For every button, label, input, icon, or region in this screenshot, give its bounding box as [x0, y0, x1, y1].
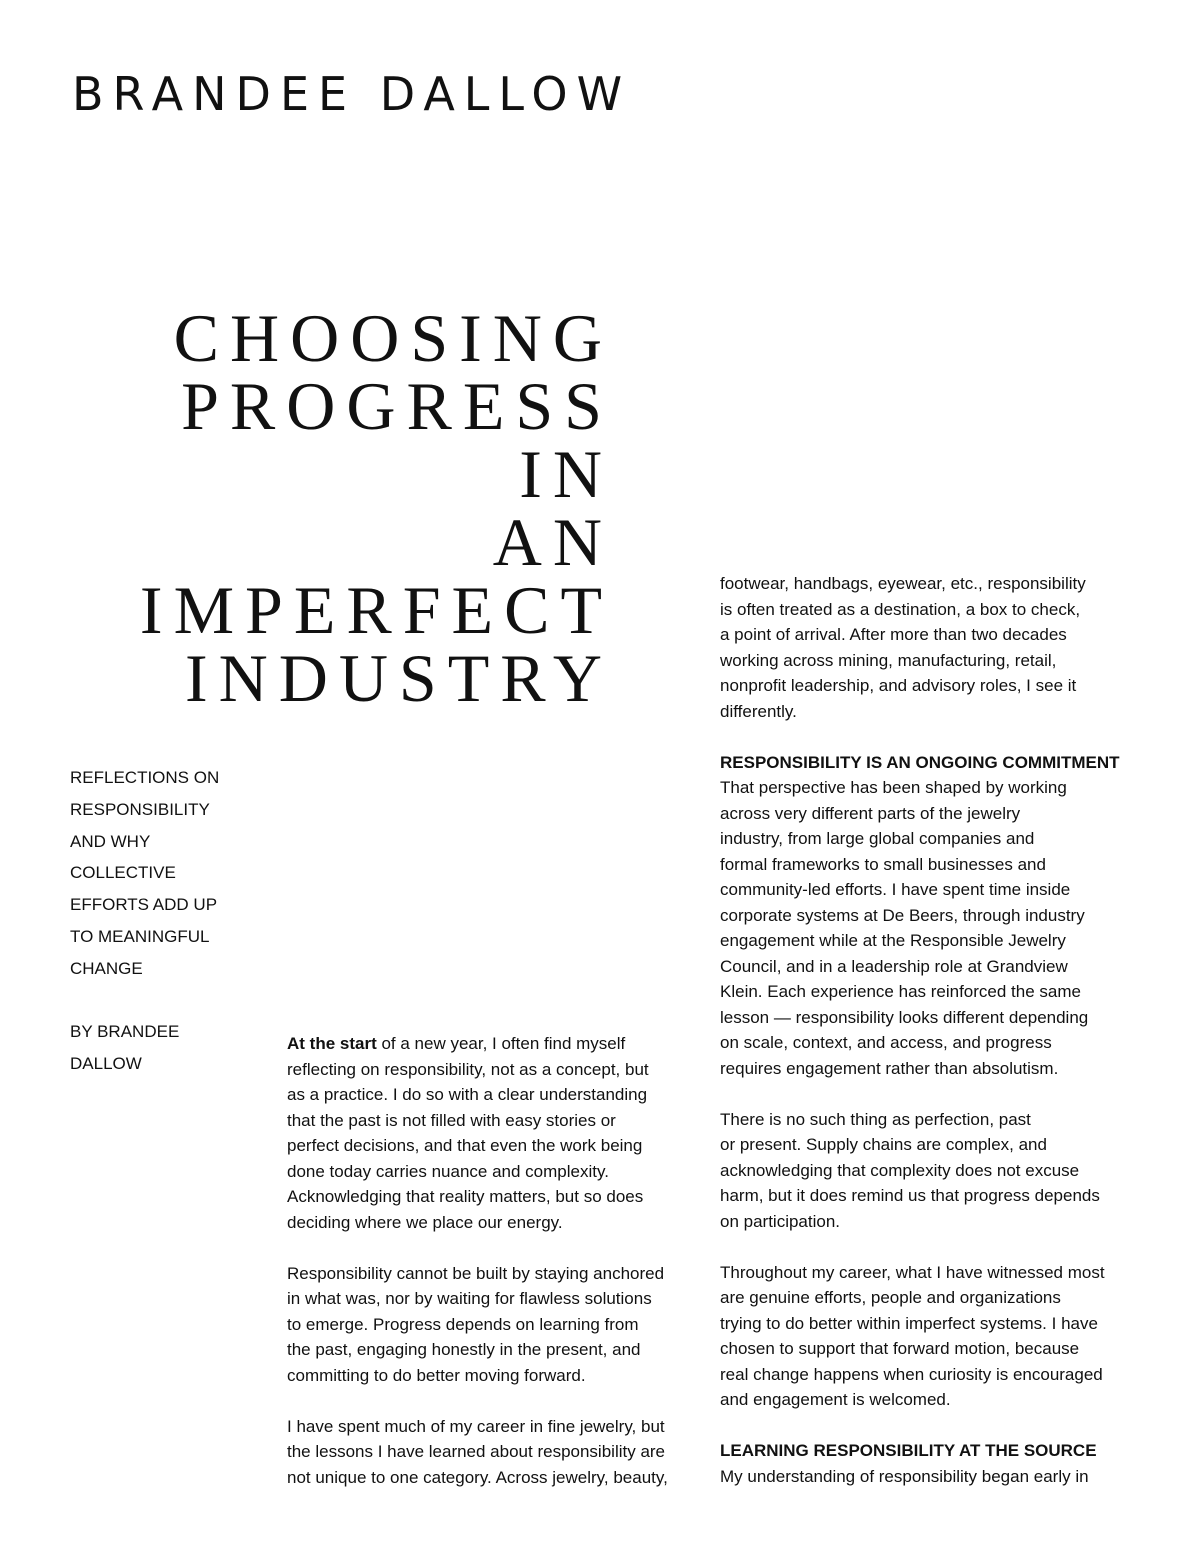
- paragraph: [287, 1261, 668, 1389]
- text-line: that the past is not filled with easy stories or: [287, 1110, 616, 1130]
- subtitle-line: CHANGE: [70, 958, 143, 978]
- text-line: in what was, nor by waiting for flawless solutions: [287, 1289, 652, 1308]
- text-line: community-led efforts. I have spent time inside: [720, 880, 1071, 899]
- text-line: to emerge. Progress depends on learning from: [287, 1314, 639, 1334]
- text-line: nonprofit leadership, and advisory roles, I see it: [720, 676, 1077, 695]
- text-line: engagement while at the Responsible Jewelry: [720, 931, 1066, 950]
- title-line: IMPERFECT: [139, 572, 613, 648]
- byline-line: DALLOW: [70, 1053, 142, 1073]
- title-line: AN: [492, 504, 613, 580]
- text-line: perfect decisions, and that even the work being: [287, 1136, 643, 1155]
- text-line: industry, from large global companies and: [720, 829, 1035, 848]
- text-line: deciding where we place our energy.: [287, 1212, 563, 1232]
- subtitle-line: REFLECTIONS ON: [70, 768, 220, 787]
- text-line: formal frameworks to small businesses and: [720, 854, 1046, 874]
- text-line: At the start of a new year, I often find myself: [287, 1034, 626, 1053]
- text-line: committing to do better moving forward.: [287, 1365, 586, 1385]
- text-line: Klein. Each experience has reinforced the same: [720, 982, 1081, 1001]
- text-line: the past, engaging honestly in the present, and: [287, 1340, 641, 1359]
- paragraph-intro: [287, 1031, 668, 1235]
- text-line: requires engagement rather than absolutism.: [720, 1058, 1059, 1078]
- text-line: a point of arrival. After more than two decades: [720, 625, 1067, 644]
- paragraph: [720, 1260, 1120, 1413]
- text-line: and engagement is welcomed.: [720, 1390, 951, 1409]
- title-line: PROGRESS: [181, 368, 613, 444]
- text-line: acknowledging that complexity does not excuse: [720, 1160, 1080, 1180]
- subtitle-line: EFFORTS ADD UP: [70, 895, 218, 915]
- text-line: Council, and in a leadership role at Grandview: [720, 956, 1068, 976]
- text-line: trying to do better within imperfect systems. I have: [720, 1313, 1098, 1333]
- paragraph: [720, 1107, 1120, 1235]
- text-line: the lessons I have learned about responsibility are: [287, 1442, 666, 1461]
- subtitle-line: AND WHY: [70, 831, 151, 851]
- title-line: CHOOSING: [173, 300, 613, 376]
- text-line: That perspective has been shaped by working: [720, 778, 1067, 797]
- text-line: My understanding of responsibility began early in: [720, 1466, 1089, 1486]
- byline-line: BY BRANDEE: [70, 1022, 180, 1041]
- text-line: on scale, context, and access, and progress: [720, 1033, 1052, 1052]
- text-line: real change happens when curiosity is encouraged: [720, 1364, 1103, 1384]
- body-column-right: [720, 571, 1120, 1489]
- text-line: as a practice. I do so with a clear understanding: [287, 1085, 648, 1104]
- text-line: harm, but it does remind us that progress depends: [720, 1186, 1100, 1205]
- text-line: There is no such thing as perfection, past: [720, 1109, 1031, 1129]
- section-heading: RESPONSIBILITY IS AN ONGOING COMMITMENT: [720, 752, 1120, 772]
- text-line: not unique to one category. Across jewelry, beauty,: [287, 1467, 668, 1487]
- section-learning-at-source: [720, 1438, 1120, 1489]
- text-line: lesson — responsibility looks different depending: [720, 1007, 1089, 1027]
- text-line: Throughout my career, what I have witnessed most: [720, 1262, 1105, 1282]
- text-line: done today carries nuance and complexity.: [287, 1161, 609, 1181]
- text-line: Acknowledging that reality matters, but so does: [287, 1187, 644, 1206]
- body-column-left: [287, 1031, 668, 1490]
- brand-name: BRANDEE DALLOW: [72, 67, 632, 121]
- text-line: footwear, handbags, eyewear, etc., responsibility: [720, 574, 1086, 593]
- text-line: corporate systems at De Beers, through industry: [720, 905, 1085, 925]
- text-line: differently.: [720, 701, 797, 721]
- subtitle-line: COLLECTIVE: [70, 863, 176, 883]
- text-line: Responsibility cannot be built by staying anchored: [287, 1263, 665, 1283]
- section-ongoing-commitment: [720, 750, 1120, 1082]
- paragraph: [287, 1414, 668, 1491]
- title-line: IN: [519, 436, 613, 512]
- text-line: or present. Supply chains are complex, and: [720, 1135, 1047, 1154]
- subtitle-line: RESPONSIBILITY: [70, 799, 210, 819]
- text-line: chosen to support that forward motion, because: [720, 1339, 1080, 1358]
- text-line: reflecting on responsibility, not as a concept, but: [287, 1059, 649, 1079]
- text-line: working across mining, manufacturing, retail,: [720, 650, 1057, 670]
- text-line: on participation.: [720, 1211, 841, 1231]
- section-heading: LEARNING RESPONSIBILITY AT THE SOURCE: [720, 1441, 1097, 1460]
- text-line: is often treated as a destination, a box to check,: [720, 599, 1081, 619]
- subtitle-line: TO MEANINGFUL: [70, 926, 210, 946]
- lead-in: At the start: [287, 1034, 377, 1053]
- article-title: [139, 300, 613, 716]
- byline: [70, 1016, 245, 1080]
- article-subtitle: [70, 762, 245, 985]
- text-line: are genuine efforts, people and organizations: [720, 1288, 1061, 1307]
- paragraph: [720, 571, 1120, 724]
- text-line: across very different parts of the jewelry: [720, 803, 1021, 823]
- title-line: INDUSTRY: [184, 640, 613, 716]
- text-line: I have spent much of my career in fine jewelry, but: [287, 1416, 665, 1436]
